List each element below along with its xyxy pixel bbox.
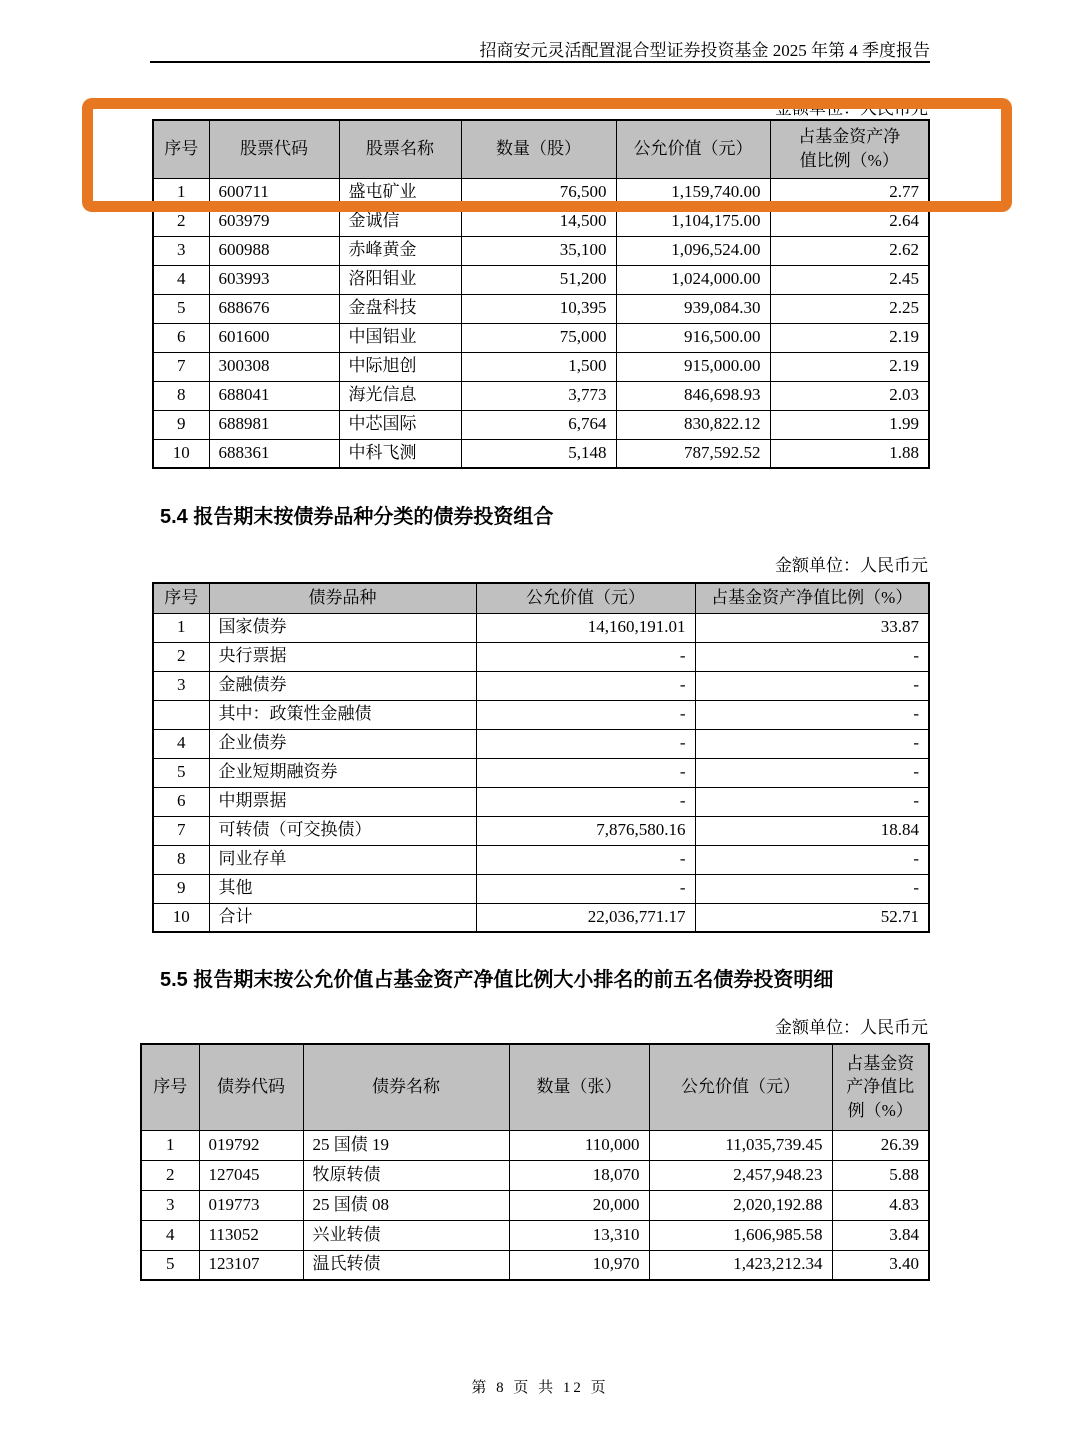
table-header-cell: 股票名称 (339, 120, 461, 178)
table-cell: 18.84 (695, 816, 929, 845)
table-cell: 7,876,580.16 (476, 816, 695, 845)
table-row (153, 410, 929, 439)
table-cell: 2.77 (770, 178, 929, 207)
table-cell: 688361 (209, 439, 339, 468)
table-cell: 113052 (199, 1220, 303, 1250)
table-cell (153, 700, 209, 729)
table-cell: 可转债（可交换债） (209, 816, 476, 845)
table-cell: 2 (153, 207, 209, 236)
table-cell: 76,500 (461, 178, 616, 207)
bond-category-table (152, 582, 930, 933)
table-cell: 14,500 (461, 207, 616, 236)
table-cell: 1 (153, 613, 209, 642)
table-cell: 企业短期融资券 (209, 758, 476, 787)
table-cell: 中国铝业 (339, 323, 461, 352)
table-cell: 22,036,771.17 (476, 903, 695, 932)
table-cell: 3 (141, 1190, 199, 1220)
table-cell: 14,160,191.01 (476, 613, 695, 642)
table-cell: 金盘科技 (339, 294, 461, 323)
table-cell: 1,096,524.00 (616, 236, 770, 265)
table-header-cell: 债券代码 (199, 1044, 303, 1130)
table-cell: 1.88 (770, 439, 929, 468)
table-header-cell: 公允价值（元） (616, 120, 770, 178)
table-cell: 3 (153, 236, 209, 265)
document-title: 招商安元灵活配置混合型证券投资基金 2025 年第 4 季度报告 (479, 41, 930, 60)
table-cell: 600711 (209, 178, 339, 207)
table-cell: 5,148 (461, 439, 616, 468)
table-cell: 3.40 (832, 1250, 929, 1280)
table-cell: - (695, 700, 929, 729)
section-heading-5-4: 5.4 报告期末按债券品种分类的债券投资组合 (160, 506, 554, 528)
table-cell: 2.64 (770, 207, 929, 236)
table-cell: 中期票据 (209, 787, 476, 816)
table-cell: 1,423,212.34 (649, 1250, 832, 1280)
table-cell: 603993 (209, 265, 339, 294)
table-cell: 3.84 (832, 1220, 929, 1250)
table-cell: 2.45 (770, 265, 929, 294)
table-cell: - (695, 874, 929, 903)
table-row (153, 903, 929, 932)
table-row (153, 294, 929, 323)
table-cell: 11,035,739.45 (649, 1130, 832, 1160)
table-cell: 9 (153, 874, 209, 903)
table-cell: 5 (141, 1250, 199, 1280)
bond-category-header-row (153, 583, 929, 613)
bond-detail-table (140, 1043, 930, 1281)
stock-holdings-table (152, 119, 930, 469)
table-cell: 1,024,000.00 (616, 265, 770, 294)
table-cell: 123107 (199, 1250, 303, 1280)
table-cell: 盛屯矿业 (339, 178, 461, 207)
table-cell: 300308 (209, 352, 339, 381)
table-row (153, 265, 929, 294)
table-cell: 915,000.00 (616, 352, 770, 381)
table-cell: 916,500.00 (616, 323, 770, 352)
table-header-cell: 数量（张） (509, 1044, 649, 1130)
table-cell: 5.88 (832, 1160, 929, 1190)
table-cell: 合计 (209, 903, 476, 932)
table-cell: 中际旭创 (339, 352, 461, 381)
header-divider (150, 61, 930, 63)
table-cell: 5 (153, 758, 209, 787)
table-header-cell: 数量（股） (461, 120, 616, 178)
table-cell: 2 (141, 1160, 199, 1190)
table-cell: - (476, 787, 695, 816)
table-cell: 26.39 (832, 1130, 929, 1160)
table-row (153, 613, 929, 642)
table-row (141, 1130, 929, 1160)
table-cell: 688041 (209, 381, 339, 410)
table-cell: - (695, 729, 929, 758)
table-header-cell: 序号 (153, 120, 209, 178)
table-cell: 75,000 (461, 323, 616, 352)
table-cell: 海光信息 (339, 381, 461, 410)
table-cell: - (476, 845, 695, 874)
table-cell: 688981 (209, 410, 339, 439)
table-cell: - (476, 671, 695, 700)
table-cell: 同业存单 (209, 845, 476, 874)
table-cell: 13,310 (509, 1220, 649, 1250)
table-cell: - (695, 758, 929, 787)
table-row (153, 352, 929, 381)
table-row (153, 787, 929, 816)
table-cell: 其他 (209, 874, 476, 903)
table-cell: 33.87 (695, 613, 929, 642)
table-cell: 中科飞测 (339, 439, 461, 468)
table-cell: 9 (153, 410, 209, 439)
table-cell: 10,395 (461, 294, 616, 323)
table-row (153, 758, 929, 787)
table-cell: 金诚信 (339, 207, 461, 236)
table-cell: 787,592.52 (616, 439, 770, 468)
table-header-cell: 公允价值（元） (649, 1044, 832, 1130)
table-cell: - (695, 845, 929, 874)
table-header-cell: 债券名称 (303, 1044, 509, 1130)
table-cell: 25 国债 19 (303, 1130, 509, 1160)
table-cell: 3,773 (461, 381, 616, 410)
unit-label-bond-category: 金额单位：人民币元 (775, 556, 928, 575)
table-cell: 52.71 (695, 903, 929, 932)
table-cell: 其中：政策性金融债 (209, 700, 476, 729)
table-row (153, 700, 929, 729)
table-cell: - (476, 729, 695, 758)
table-cell: - (695, 787, 929, 816)
table-row (153, 874, 929, 903)
table-cell: - (476, 758, 695, 787)
table-cell: 1.99 (770, 410, 929, 439)
table-cell: 6 (153, 323, 209, 352)
table-header-cell: 债券品种 (209, 583, 476, 613)
stock-table-header-row (153, 120, 929, 178)
table-cell: 牧原转债 (303, 1160, 509, 1190)
table-cell: 1,159,740.00 (616, 178, 770, 207)
table-row (153, 845, 929, 874)
table-cell: 兴业转债 (303, 1220, 509, 1250)
table-cell: 18,070 (509, 1160, 649, 1190)
table-cell: 35,100 (461, 236, 616, 265)
table-cell: 1 (141, 1130, 199, 1160)
table-row (153, 178, 929, 207)
table-cell: 127045 (199, 1160, 303, 1190)
table-header-cell: 序号 (153, 583, 209, 613)
table-cell: 4 (141, 1220, 199, 1250)
table-cell: 6 (153, 787, 209, 816)
table-cell: 019773 (199, 1190, 303, 1220)
table-cell: 601600 (209, 323, 339, 352)
unit-label-bond-detail: 金额单位：人民币元 (775, 1018, 928, 1037)
table-cell: 1 (153, 178, 209, 207)
table-row (153, 381, 929, 410)
bond-detail-header-row (141, 1044, 929, 1130)
table-cell: 2 (153, 642, 209, 671)
table-cell: 1,606,985.58 (649, 1220, 832, 1250)
table-cell: - (476, 642, 695, 671)
table-cell: 939,084.30 (616, 294, 770, 323)
table-row (141, 1220, 929, 1250)
table-cell: 1,500 (461, 352, 616, 381)
table-cell: 2.19 (770, 352, 929, 381)
table-cell: 国家债券 (209, 613, 476, 642)
table-cell: 2.03 (770, 381, 929, 410)
table-cell: - (695, 642, 929, 671)
table-cell: - (695, 671, 929, 700)
table-cell: 019792 (199, 1130, 303, 1160)
table-cell: 20,000 (509, 1190, 649, 1220)
table-header-cell: 公允价值（元） (476, 583, 695, 613)
table-header-cell: 序号 (141, 1044, 199, 1130)
table-cell: 4 (153, 265, 209, 294)
table-cell: 5 (153, 294, 209, 323)
table-cell: 金融债券 (209, 671, 476, 700)
table-header-cell: 占基金资产净值比例（%） (770, 120, 929, 178)
table-cell: 10,970 (509, 1250, 649, 1280)
table-row (153, 207, 929, 236)
table-cell: 企业债券 (209, 729, 476, 758)
table-cell: 2.62 (770, 236, 929, 265)
table-row (141, 1190, 929, 1220)
table-cell: 600988 (209, 236, 339, 265)
table-cell: 10 (153, 903, 209, 932)
table-cell: 4 (153, 729, 209, 758)
table-cell: 1,104,175.00 (616, 207, 770, 236)
table-row (153, 642, 929, 671)
table-row (153, 236, 929, 265)
table-cell: 2,020,192.88 (649, 1190, 832, 1220)
table-cell: 7 (153, 352, 209, 381)
table-row (153, 729, 929, 758)
table-cell: 830,822.12 (616, 410, 770, 439)
table-cell: - (476, 874, 695, 903)
table-cell: 2.25 (770, 294, 929, 323)
unit-label-stock: 金额单位：人民币元 (775, 99, 928, 118)
table-cell: 7 (153, 816, 209, 845)
table-header-cell: 股票代码 (209, 120, 339, 178)
table-row (153, 439, 929, 468)
table-cell: 688676 (209, 294, 339, 323)
table-cell: 110,000 (509, 1130, 649, 1160)
table-cell: 央行票据 (209, 642, 476, 671)
table-row (153, 816, 929, 845)
table-cell: 10 (153, 439, 209, 468)
table-header-cell: 占基金资产净值比例（%） (695, 583, 929, 613)
table-cell: 温氏转债 (303, 1250, 509, 1280)
table-cell: 51,200 (461, 265, 616, 294)
table-cell: 中芯国际 (339, 410, 461, 439)
table-row (153, 323, 929, 352)
table-cell: 8 (153, 845, 209, 874)
table-cell: 2.19 (770, 323, 929, 352)
table-cell: 846,698.93 (616, 381, 770, 410)
table-cell: 4.83 (832, 1190, 929, 1220)
table-cell: 洛阳钼业 (339, 265, 461, 294)
table-cell: 3 (153, 671, 209, 700)
table-cell: 8 (153, 381, 209, 410)
page-number: 第 8 页 共 12 页 (471, 1380, 609, 1396)
table-row (141, 1250, 929, 1280)
table-cell: 6,764 (461, 410, 616, 439)
table-cell: 603979 (209, 207, 339, 236)
table-cell: 赤峰黄金 (339, 236, 461, 265)
table-row (153, 671, 929, 700)
table-cell: 2,457,948.23 (649, 1160, 832, 1190)
table-row (141, 1160, 929, 1190)
section-heading-5-5: 5.5 报告期末按公允价值占基金资产净值比例大小排名的前五名债券投资明细 (160, 969, 834, 991)
table-header-cell: 占基金资产净值比例（%） (832, 1044, 929, 1130)
table-cell: 25 国债 08 (303, 1190, 509, 1220)
table-cell: - (476, 700, 695, 729)
